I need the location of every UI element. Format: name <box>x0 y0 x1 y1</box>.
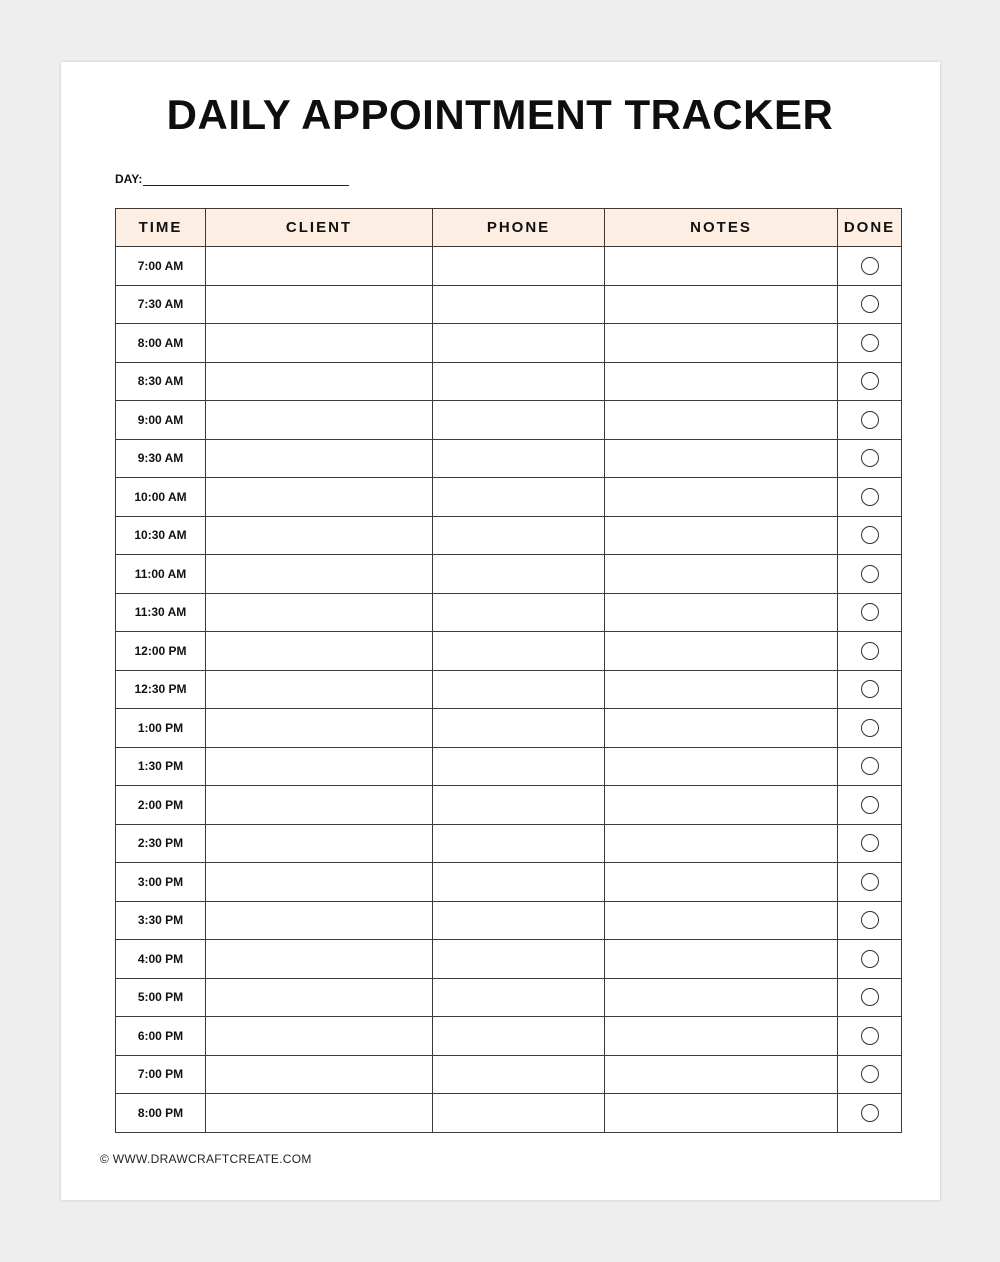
notes-cell[interactable] <box>605 439 838 478</box>
done-checkbox[interactable] <box>861 603 879 621</box>
column-header-done: DONE <box>838 209 902 247</box>
phone-cell[interactable] <box>433 593 605 632</box>
table-row <box>116 1055 902 1094</box>
table-row <box>116 747 902 786</box>
table-row <box>116 786 902 825</box>
notes-cell[interactable] <box>605 709 838 748</box>
notes-cell[interactable] <box>605 901 838 940</box>
done-cell <box>838 709 902 748</box>
table-row <box>116 362 902 401</box>
client-cell[interactable] <box>206 439 433 478</box>
done-checkbox[interactable] <box>861 680 879 698</box>
table-row <box>116 901 902 940</box>
time-cell: 1:00 PM <box>116 709 206 748</box>
time-cell: 8:00 AM <box>116 324 206 363</box>
phone-cell[interactable] <box>433 516 605 555</box>
time-cell: 3:00 PM <box>116 863 206 902</box>
time-cell: 4:00 PM <box>116 940 206 979</box>
phone-cell[interactable] <box>433 285 605 324</box>
notes-cell[interactable] <box>605 632 838 671</box>
client-cell[interactable] <box>206 516 433 555</box>
column-header-phone: PHONE <box>433 209 605 247</box>
page-title: DAILY APPOINTMENT TRACKER <box>166 91 834 138</box>
footer-copyright: © WWW.DRAWCRAFTCREATE.COM <box>100 1152 312 1166</box>
notes-cell[interactable] <box>605 1094 838 1133</box>
done-checkbox[interactable] <box>861 834 879 852</box>
done-cell <box>838 1055 902 1094</box>
table-row <box>116 555 902 594</box>
table-row <box>116 285 902 324</box>
done-checkbox[interactable] <box>861 372 879 390</box>
time-cell: 7:00 PM <box>116 1055 206 1094</box>
table-row <box>116 1094 902 1133</box>
done-cell <box>838 632 902 671</box>
phone-cell[interactable] <box>433 978 605 1017</box>
client-cell[interactable] <box>206 285 433 324</box>
client-cell[interactable] <box>206 747 433 786</box>
notes-cell[interactable] <box>605 362 838 401</box>
done-cell <box>838 824 902 863</box>
notes-cell[interactable] <box>605 247 838 286</box>
done-cell <box>838 362 902 401</box>
time-cell: 2:30 PM <box>116 824 206 863</box>
table-row <box>116 439 902 478</box>
done-checkbox[interactable] <box>861 526 879 544</box>
time-cell: 12:00 PM <box>116 632 206 671</box>
done-cell <box>838 324 902 363</box>
client-cell[interactable] <box>206 401 433 440</box>
client-cell[interactable] <box>206 670 433 709</box>
phone-cell[interactable] <box>433 863 605 902</box>
done-checkbox[interactable] <box>861 873 879 891</box>
table-row <box>116 940 902 979</box>
notes-cell[interactable] <box>605 786 838 825</box>
notes-cell[interactable] <box>605 516 838 555</box>
time-cell: 1:30 PM <box>116 747 206 786</box>
table-row <box>116 978 902 1017</box>
client-cell[interactable] <box>206 632 433 671</box>
done-cell <box>838 1017 902 1056</box>
phone-cell[interactable] <box>433 709 605 748</box>
done-cell <box>838 670 902 709</box>
day-label: DAY: <box>115 172 143 186</box>
done-cell <box>838 478 902 517</box>
time-cell: 10:00 AM <box>116 478 206 517</box>
done-checkbox[interactable] <box>861 488 879 506</box>
phone-cell[interactable] <box>433 478 605 517</box>
done-checkbox[interactable] <box>861 257 879 275</box>
time-cell: 12:30 PM <box>116 670 206 709</box>
client-cell[interactable] <box>206 863 433 902</box>
notes-cell[interactable] <box>605 824 838 863</box>
notes-cell[interactable] <box>605 401 838 440</box>
notes-cell[interactable] <box>605 1017 838 1056</box>
done-checkbox[interactable] <box>861 950 879 968</box>
phone-cell[interactable] <box>433 362 605 401</box>
client-cell[interactable] <box>206 478 433 517</box>
time-cell: 2:00 PM <box>116 786 206 825</box>
time-cell: 11:00 AM <box>116 555 206 594</box>
phone-cell[interactable] <box>433 747 605 786</box>
phone-cell[interactable] <box>433 1055 605 1094</box>
notes-cell[interactable] <box>605 285 838 324</box>
notes-cell[interactable] <box>605 555 838 594</box>
client-cell[interactable] <box>206 824 433 863</box>
phone-cell[interactable] <box>433 401 605 440</box>
notes-cell[interactable] <box>605 324 838 363</box>
done-checkbox[interactable] <box>861 757 879 775</box>
table-row <box>116 593 902 632</box>
done-cell <box>838 940 902 979</box>
done-checkbox[interactable] <box>861 334 879 352</box>
done-checkbox[interactable] <box>861 1065 879 1083</box>
table-row <box>116 863 902 902</box>
phone-cell[interactable] <box>433 247 605 286</box>
day-field <box>115 170 349 186</box>
table-row <box>116 247 902 286</box>
time-cell: 9:00 AM <box>116 401 206 440</box>
time-cell: 8:30 AM <box>116 362 206 401</box>
time-cell: 7:00 AM <box>116 247 206 286</box>
notes-cell[interactable] <box>605 747 838 786</box>
client-cell[interactable] <box>206 978 433 1017</box>
phone-cell[interactable] <box>433 824 605 863</box>
notes-cell[interactable] <box>605 940 838 979</box>
table-header-row <box>116 209 902 247</box>
phone-cell[interactable] <box>433 1094 605 1133</box>
phone-cell[interactable] <box>433 324 605 363</box>
phone-cell[interactable] <box>433 901 605 940</box>
done-checkbox[interactable] <box>861 295 879 313</box>
phone-cell[interactable] <box>433 670 605 709</box>
done-cell <box>838 786 902 825</box>
notes-cell[interactable] <box>605 478 838 517</box>
column-header-client: CLIENT <box>206 209 433 247</box>
phone-cell[interactable] <box>433 439 605 478</box>
column-header-time: TIME <box>116 209 206 247</box>
table-row <box>116 1017 902 1056</box>
done-checkbox[interactable] <box>861 449 879 467</box>
done-cell <box>838 863 902 902</box>
done-cell <box>838 247 902 286</box>
done-cell <box>838 747 902 786</box>
table-row <box>116 709 902 748</box>
client-cell[interactable] <box>206 1094 433 1133</box>
time-cell: 3:30 PM <box>116 901 206 940</box>
done-checkbox[interactable] <box>861 911 879 929</box>
client-cell[interactable] <box>206 940 433 979</box>
done-checkbox[interactable] <box>861 719 879 737</box>
done-cell <box>838 978 902 1017</box>
done-cell <box>838 285 902 324</box>
done-checkbox[interactable] <box>861 796 879 814</box>
client-cell[interactable] <box>206 555 433 594</box>
phone-cell[interactable] <box>433 632 605 671</box>
notes-cell[interactable] <box>605 670 838 709</box>
time-cell: 8:00 PM <box>116 1094 206 1133</box>
client-cell[interactable] <box>206 901 433 940</box>
client-cell[interactable] <box>206 1017 433 1056</box>
time-cell: 9:30 AM <box>116 439 206 478</box>
table-row <box>116 478 902 517</box>
table-row <box>116 632 902 671</box>
phone-cell[interactable] <box>433 1017 605 1056</box>
table-row <box>116 324 902 363</box>
time-cell: 7:30 AM <box>116 285 206 324</box>
client-cell[interactable] <box>206 709 433 748</box>
time-cell: 5:00 PM <box>116 978 206 1017</box>
done-checkbox[interactable] <box>861 565 879 583</box>
client-cell[interactable] <box>206 362 433 401</box>
appointment-table <box>115 208 902 1133</box>
done-cell <box>838 901 902 940</box>
time-cell: 10:30 AM <box>116 516 206 555</box>
done-cell <box>838 401 902 440</box>
notes-cell[interactable] <box>605 978 838 1017</box>
client-cell[interactable] <box>206 593 433 632</box>
notes-cell[interactable] <box>605 593 838 632</box>
done-cell <box>838 593 902 632</box>
done-cell <box>838 439 902 478</box>
client-cell[interactable] <box>206 786 433 825</box>
client-cell[interactable] <box>206 324 433 363</box>
done-checkbox[interactable] <box>861 988 879 1006</box>
done-checkbox[interactable] <box>861 411 879 429</box>
table-row <box>116 516 902 555</box>
client-cell[interactable] <box>206 1055 433 1094</box>
table-row <box>116 824 902 863</box>
table-row <box>116 670 902 709</box>
time-cell: 6:00 PM <box>116 1017 206 1056</box>
done-cell <box>838 1094 902 1133</box>
time-cell: 11:30 AM <box>116 593 206 632</box>
done-checkbox[interactable] <box>861 1027 879 1045</box>
notes-cell[interactable] <box>605 1055 838 1094</box>
phone-cell[interactable] <box>433 940 605 979</box>
phone-cell[interactable] <box>433 786 605 825</box>
client-cell[interactable] <box>206 247 433 286</box>
column-header-notes: NOTES <box>605 209 838 247</box>
notes-cell[interactable] <box>605 863 838 902</box>
phone-cell[interactable] <box>433 555 605 594</box>
day-input-line[interactable] <box>143 172 349 186</box>
done-checkbox[interactable] <box>861 642 879 660</box>
done-cell <box>838 555 902 594</box>
done-checkbox[interactable] <box>861 1104 879 1122</box>
done-cell <box>838 516 902 555</box>
table-row <box>116 401 902 440</box>
